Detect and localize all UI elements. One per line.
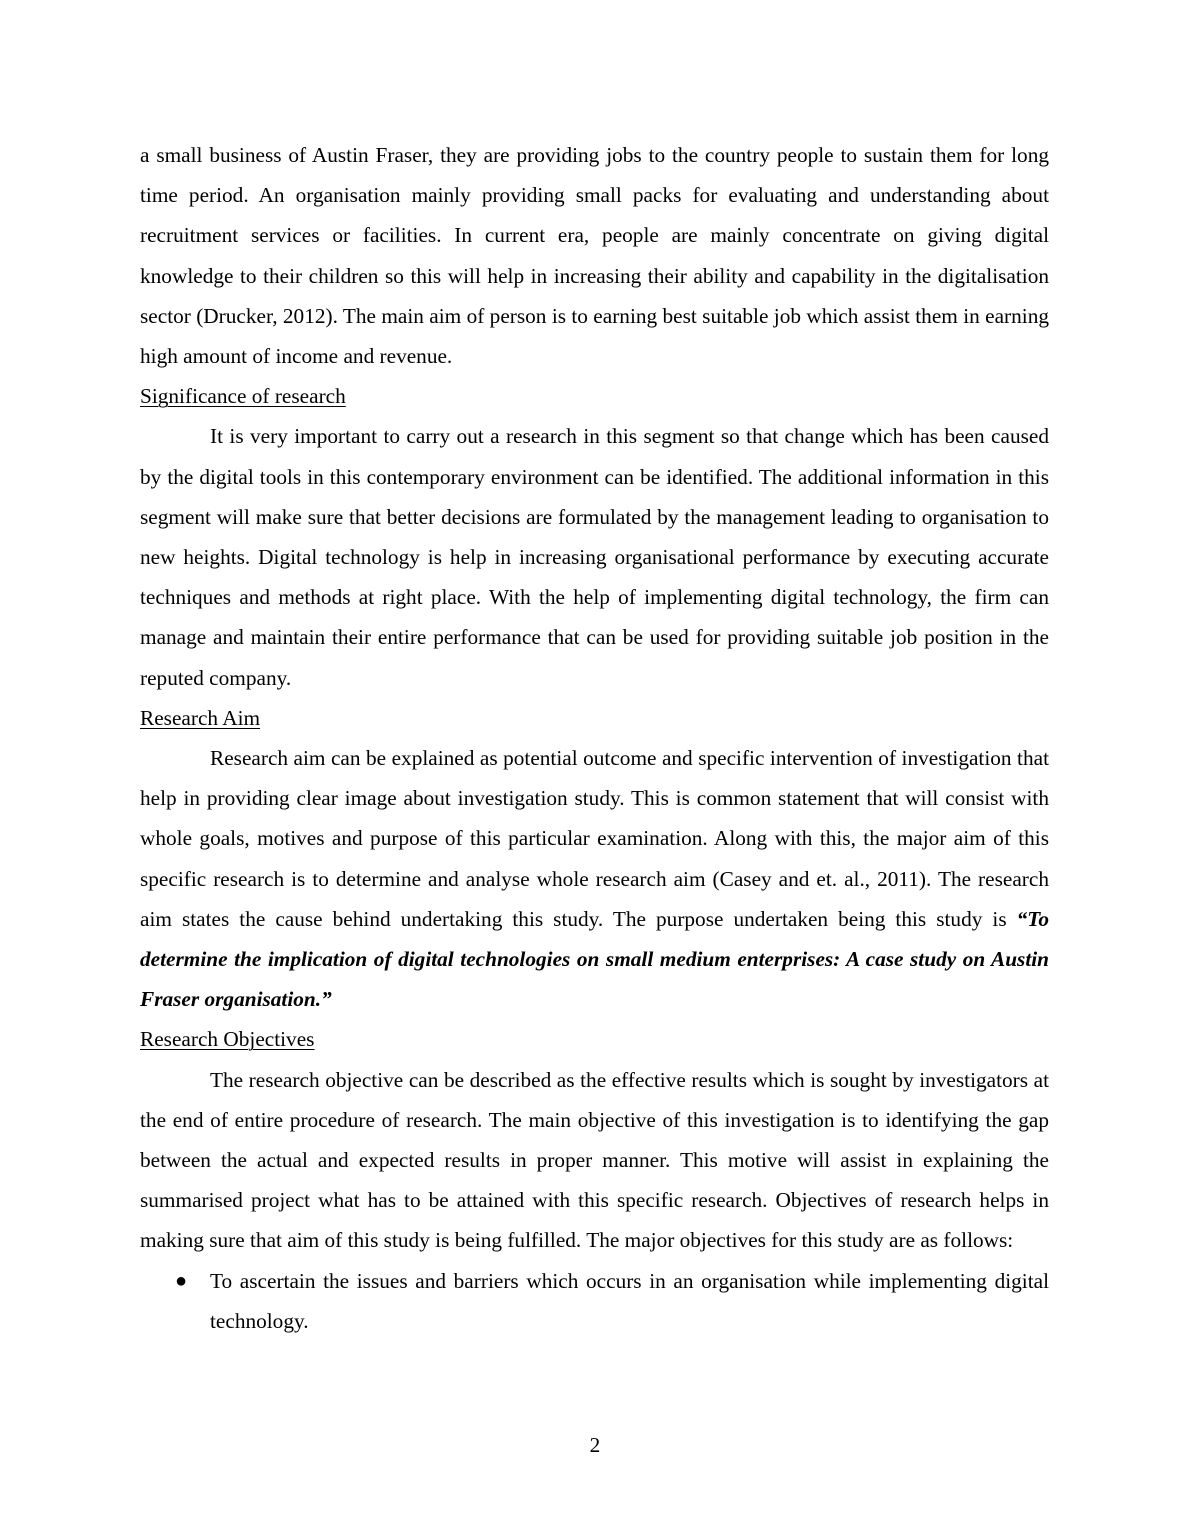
intro-paragraph: a small business of Austin Fraser, they are providing jobs to the country people to sustain them for long time period. An organisation mainly providing small packs for evaluating and understanding about recruitment services or facilities. In current era, people are mainly concentrate on giving digital knowledge to their children so this will help in increasing their ability and capability in the digitalisation sector (Drucker, 2012). The main aim of person is to earning best suitable job which assist them in earning high amount of income and revenue. xyxy=(140,143,1049,369)
research-objectives-heading: Research Objectives xyxy=(140,1027,315,1052)
significance-paragraph: It is very important to carry out a research in this segment so that change which has been caused by the digital tools in this contemporary environment can be identified. The additional information in this segment will make sure that better decisions are formulated by the management leading to organisation to new heights. Digital technology is help in increasing organisational performance by executing accurate techniques and methods at right place. With the help of implementing digital technology, the firm can manage and maintain their entire performance that can be used for providing suitable job position in the reputed company. xyxy=(140,424,1049,690)
significance-heading: Significance of research xyxy=(140,384,346,409)
objective-text: To ascertain the issues and barriers which occurs in an organisation while implementing digital technology. xyxy=(210,1268,1049,1333)
bullet-icon: ● xyxy=(175,1269,188,1292)
research-aim-statement: “To determine the implication of digital technologies on small medium enterprises: A case study on Austin Fraser organisation.” xyxy=(140,906,1049,1012)
research-objectives-paragraph: The research objective can be described as the effective results which is sought by investigators at the end of entire procedure of research. The main objective of this investigation is to identifying the gap between the actual and expected results in proper manner. This motive will assist in explaining the summarised project what has to be attained with this specific research. Objectives of research helps in making sure that aim of this study is being fulfilled. The major objectives for this study are as follows: xyxy=(140,1067,1049,1253)
research-aim-heading: Research Aim xyxy=(140,705,261,730)
objectives-list xyxy=(140,1261,1049,1341)
list-item xyxy=(140,1261,1049,1341)
document-body xyxy=(140,135,1049,1341)
page-number: 2 xyxy=(589,1433,601,1457)
research-aim-paragraph xyxy=(140,738,1049,1019)
research-aim-text: Research aim can be explained as potential outcome and specific intervention of investigation that help in providing clear image about investigation study. This is common statement that will consist with whole goals, motives and purpose of this particular examination. Along with this, the major aim of this specific research is to determine and analyse whole research aim (Casey and et. al., 2011). The research aim states the cause behind undertaking this study. The purpose undertaken being this study is xyxy=(140,746,1049,931)
